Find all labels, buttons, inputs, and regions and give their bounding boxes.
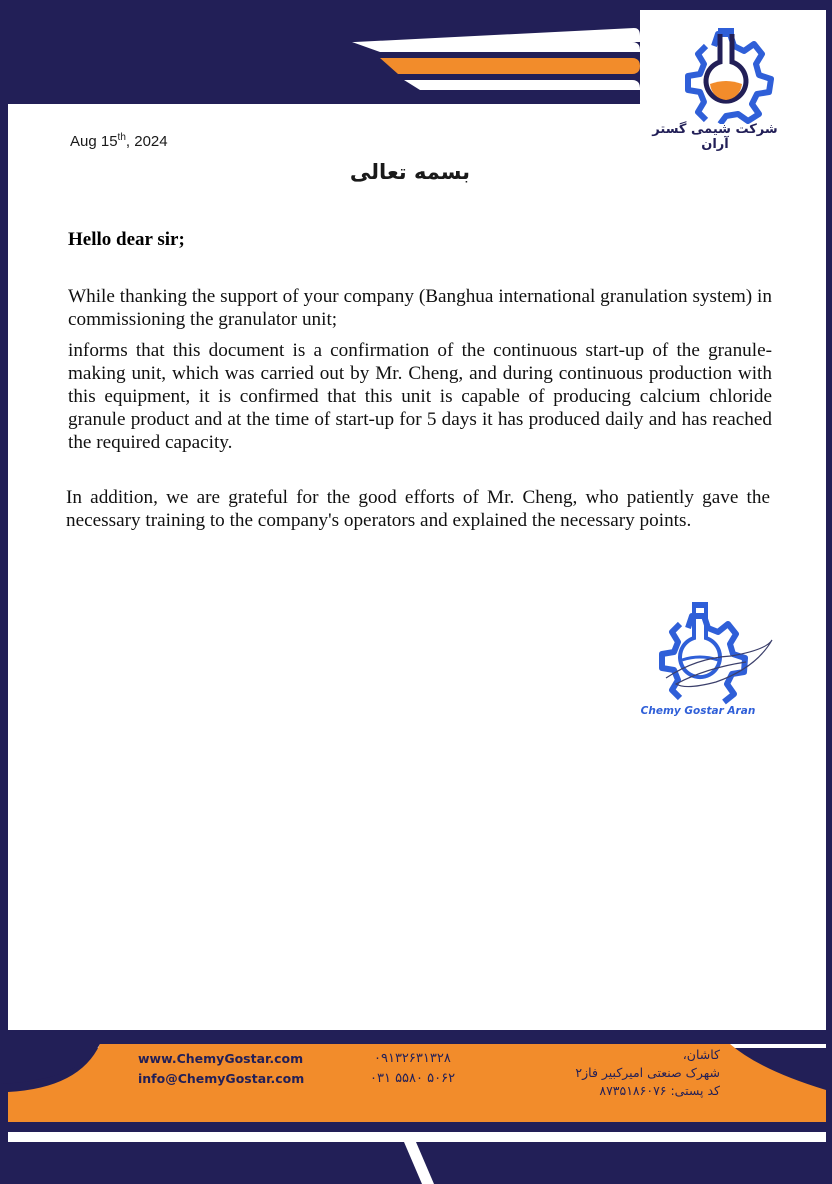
company-name-fa: شرکت شیمی گستر آران (652, 122, 778, 152)
date-main: Aug 15 (70, 133, 118, 150)
stamp-name: Chemy Gostar Aran (640, 705, 756, 717)
footer-navy-strip (0, 1030, 832, 1044)
date-suffix: th (117, 132, 126, 143)
footer-website[interactable]: www.ChemyGostar.com (138, 1051, 304, 1066)
letter-date (70, 132, 168, 150)
address-city: کاشان، (682, 1047, 720, 1062)
paragraph-1 (68, 285, 772, 331)
company-stamp (636, 598, 786, 728)
footer-address (520, 1046, 720, 1100)
address-postal: کد پستی: ۸۷۳۵۱۸۶۰۷۶ (599, 1083, 720, 1098)
footer-phone-office: ۰۳۱ ۵۵۸۰ ۵۰۶۲ (370, 1071, 456, 1086)
header-stripe-white-3 (404, 80, 640, 90)
paragraph-2-text: informs that this document is a confirmation of the continuous start-up of the granule-making unit, which was carried out by Mr. Cheng, and during continuous production with this equipment, it is confirmed that this unit is capable of producing calcium chloride granule product and at the time of start-up for 5 days it has produced daily and has reached the required capacity. (68, 340, 772, 453)
greeting: Hello dear sir; (68, 229, 185, 250)
header-stripe-orange (380, 58, 640, 74)
header-stripe-top (352, 42, 640, 52)
footer-white-line (8, 1132, 826, 1142)
paragraph-3-text: In addition, we are grateful for the good efforts of Mr. Cheng, who patiently gave the necessary training to the company's operators and explained the necessary points. (66, 487, 770, 531)
paragraph-1-text: While thanking the support of your company (Banghua international granulation system) in commissioning the granulator unit; (68, 286, 772, 330)
invocation: بسمه تعالی (349, 160, 471, 184)
address-street: شهرک صنعتی امیرکبیر فاز۲ (575, 1065, 720, 1080)
paragraph-2 (68, 339, 772, 454)
company-logo (676, 24, 780, 124)
paragraph-3 (66, 486, 770, 532)
date-year: , 2024 (125, 133, 168, 150)
footer-phone-mobile: ۰۹۱۳۲۶۳۱۳۲۸ (374, 1051, 451, 1066)
footer-email[interactable]: info@ChemyGostar.com (138, 1071, 305, 1086)
